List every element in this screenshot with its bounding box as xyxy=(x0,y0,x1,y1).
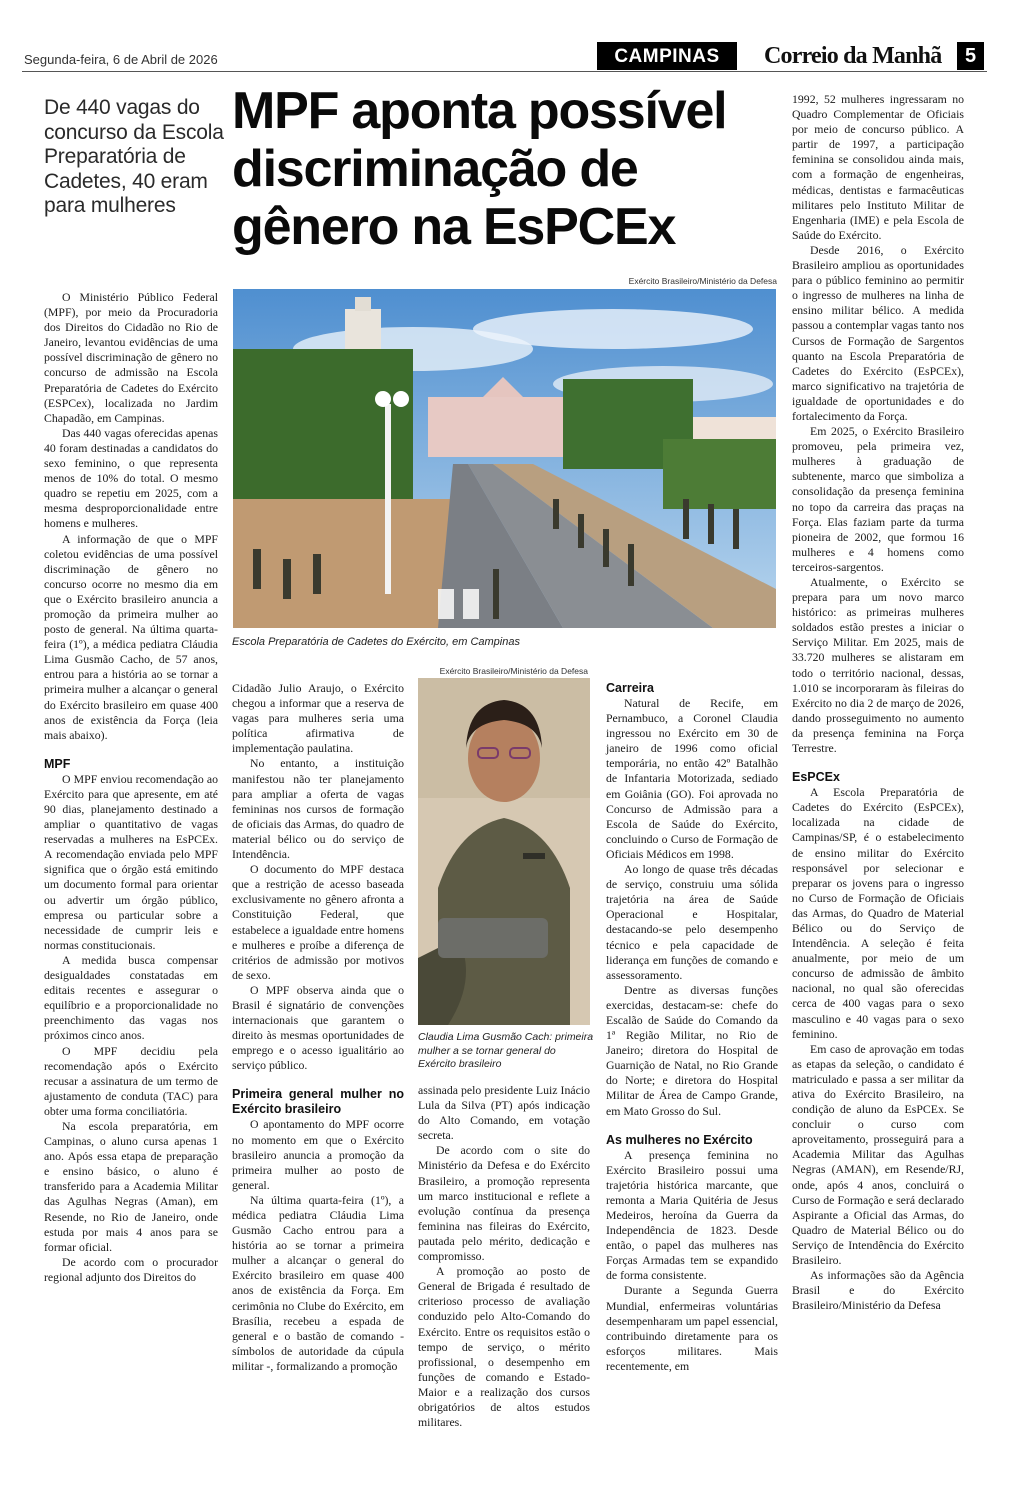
article-deck: De 440 vagas do concurso da Escola Preparatória de Cadetes, 40 eram para mulheres xyxy=(44,96,224,217)
paragraph: Ao longo de quase três décadas de serviço, construiu uma sólida trajetória na área de Saúde Operacional e Hospitalar, destacando-se pelo desempenho técnico e pela capacidade de liderança em funções de comando e assessoramento. xyxy=(606,862,778,982)
portrait-photo-caption: Claudia Lima Gusmão Cach: primeira mulher a se tornar general do Exército brasileiro xyxy=(418,1031,594,1070)
paragraph: No entanto, a instituição manifestou não ter planejamento para ampliar a oferta de vagas femininas nos cursos de formação de oficiais das Armas, do quadro de material bélico ou do serviço de Intendência. xyxy=(232,756,404,862)
issue-date: Segunda-feira, 6 de Abril de 2026 xyxy=(24,52,218,67)
portrait-photo xyxy=(418,678,590,1025)
paragraph: A Escola Preparatória de Cadetes do Exército (EsPCEx), localizada na cidade de Campinas/SP, é o estabelecimento de ensino militar do Exército responsável por selecionar e preparar os jovens para o ingresso no Curso de Formação de Oficiais das Armas, do Quadro de Material Bélico ou do Serviço de Intendência. A seleção é feita anualmente, por meio de um concurso de admissão de âmbito nacional, no qual são oferecidas cerca de 400 vagas para o sexo masculino e 40 vagas para o sexo feminino. xyxy=(792,785,964,1041)
paragraph: O Ministério Público Federal (MPF), por meio da Procuradoria dos Direitos do Cidadão no Rio de Janeiro, levantou evidências de uma possível discriminação de gênero no concurso de admissão na Escola Preparatória de Cadetes do Exército (ESPCex), localizada no Jardim Chapadão, em Campinas. xyxy=(44,290,218,425)
section-label: CAMPINAS xyxy=(597,42,737,70)
portrait-photo-credit: Exército Brasileiro/Ministério da Defesa xyxy=(439,666,588,676)
article-column-1 xyxy=(44,290,218,1285)
paragraph: Em caso de aprovação em todas as etapas da seleção, o candidato é matriculado e passa a ser militar da ativa do Exército Brasileiro, na condição de aluno da EsPCEx. Se concluir o curso com aproveitamento, prosseguirá para a Academia Militar das Agulhas Negras (AMAN), em Resende/RJ, onde, após 4 anos, concluirá o Curso de Formação e será declarado Aspirante a Oficial das Armas, do Quadro de Material Bélico ou do Serviço de Intendência do Exército Brasileiro. xyxy=(792,1041,964,1268)
page-number: 5 xyxy=(957,42,984,70)
article-headline: MPF aponta possível discriminação de gênero na EsPCEx xyxy=(232,82,727,256)
newspaper-masthead: Correio da Manhã xyxy=(764,43,942,69)
paragraph: A presença feminina no Exército Brasileiro possui uma trajetória histórica marcante, que remonta a Maria Quitéria de Jesus Medeiros, heroína da Guerra da Independência de 1823. Desde então, o papel das mulheres nas Forças Armadas tem se expandido de forma consistente. xyxy=(606,1147,778,1283)
paragraph: assinada pelo presidente Luiz Inácio Lula da Silva (PT) após indicação do Alto Comando, em votação secreta. xyxy=(418,1083,590,1143)
article-column-4 xyxy=(606,681,778,1374)
photo-credit: Exército Brasileiro/Ministério da Defesa xyxy=(628,276,777,286)
paragraph: A informação de que o MPF coletou evidências de uma possível discriminação de gênero no concurso ocorre no mesmo dia em que o Exército brasileiro anuncia a promoção da primeira mulher ao posto de general. Na última quarta-feira (1º), a médica pediatra Cláudia Lima Gusmão Cacho, de 57 anos, entrou para a história ao se tornar a primeira mulher a alcançar o general do Exército brasileiro em quase 400 anos de existência da Força (leia mais abaixo). xyxy=(44,531,218,742)
paragraph: Natural de Recife, em Pernambuco, a Coronel Claudia ingressou no Exército em 30 de janeiro de 1996 como oficial temporária, no então 42º Batalhão de Infantaria Motorizada, sediado em Goiânia (GO). Foi aprovada no Concurso de Admissão para a Escola de Saúde do Exército, concluindo o Curso de Formação de Oficiais Médicos em 1998. xyxy=(606,696,778,861)
paragraph: 1992, 52 mulheres ingressaram no Quadro Complementar de Oficiais por meio de concurso público. A partir de 1997, a participação feminina se consolidou ainda mais, com a formação de engenheiras, médicas, dentistas e farmacêuticas militares pelo Instituto Militar de Engenharia (IME) e pela Escola de Saúde do Exército. xyxy=(792,92,964,242)
paragraph: Durante a Segunda Guerra Mundial, enfermeiras voluntárias desempenharam um papel essencial, contribuindo diretamente para os esforços militares. Mais recentemente, em xyxy=(606,1283,778,1373)
paragraph: Cidadão Julio Araujo, o Exército chegou a informar que a reserva de vagas para mulheres seria uma política afirmativa de implementação paulatina. xyxy=(232,681,404,756)
paragraph: O MPF enviou recomendação ao Exército para que apresente, em até 90 dias, planejamento destinado a ampliar o quantitativo de vagas reservadas a mulheres na EsPCEx. A recomendação enviada pelo MPF significa que o órgão está emitindo um documento formal para orientar ou advertir um órgão público, empresa ou particular sobre a necessidade de cumprir leis e normas constitucionais. xyxy=(44,771,218,952)
paragraph: De acordo com o procurador regional adjunto dos Direitos do xyxy=(44,1254,218,1284)
paragraph: Em 2025, o Exército Brasileiro promoveu, pela primeira vez, mulheres à graduação de subtenente, marco que simboliza a consolidação da presença feminina no topo da carreira das praças na Força. Elas faziam parte da turma pioneira de 2002, que formou 16 mulheres e 4 homens como terceiros-sargentos. xyxy=(792,424,964,574)
article-column-3 xyxy=(418,1083,590,1430)
subheading: Primeira general mulher no Exército brasileiro xyxy=(232,1087,404,1117)
subheading: EsPCEx xyxy=(792,770,840,785)
paragraph: A medida busca compensar desigualdades constatadas em editais recentes e assegurar o equilíbrio e a proporcionalidade no preenchimento das vagas nos próximos cinco anos. xyxy=(44,952,218,1043)
paragraph: Atualmente, o Exército se prepara para um novo marco histórico: as primeiras mulheres soldados estão prestes a iniciar o Serviço Militar. Em 2025, mais de 33.720 mulheres se alistaram em todo o território nacional, dessas, 1.010 se incorporaram às fileiras do Exército no dia 2 de março de 2026, dando prosseguimento no aumento da presença feminina na Força Terrestre. xyxy=(792,575,964,756)
subheading: MPF xyxy=(44,756,71,771)
paragraph: Desde 2016, o Exército Brasileiro ampliou as oportunidades para o público feminino ao permitir o ingresso de mulheres na linha de ensino militar bélico. A medida passou a contemplar vagas tanto nos Cursos de Formação de Sargentos quanto na Escola Preparatória de Cadetes do Exército (EsPCEx), marco significativo na trajetória de igualdade de oportunidades e do fortalecimento da Força. xyxy=(792,242,964,423)
page-header xyxy=(22,40,987,72)
main-photo-caption: Escola Preparatória de Cadetes do Exército, em Campinas xyxy=(232,636,520,648)
paragraph: A promoção ao posto de General de Brigada é resultado de criterioso processo de avaliação conduzido pelo Alto-Comando do Exército. Entre os requisitos estão o tempo de serviço, o mérito profissional, o desempenho em funções de comando e Estado-Maior e a realização dos cursos obrigatórios de altos estudos militares. xyxy=(418,1264,590,1430)
article-column-5 xyxy=(792,92,964,1313)
paragraph: O MPF decidiu pela recomendação após o Exército recusar a assinatura de um termo de ajustamento de conduta (TAC) para obter uma forma conciliatória. xyxy=(44,1043,218,1118)
main-photo xyxy=(233,289,776,628)
subheading: Carreira xyxy=(606,681,654,695)
paragraph: As informações são da Agência Brasil e do Exército Brasileiro/Ministério da Defesa xyxy=(792,1268,964,1313)
paragraph: Na última quarta-feira (1º), a médica pediatra Cláudia Lima Gusmão Cacho entrou para a história ao se tornar a primeira mulher a alcançar o general do Exército brasileiro em quase 400 anos de existência da Força. Em cerimônia no Clube do Exército, em Brasília, recebeu a espada de general e o bastão de comando - símbolos de autoridade da cúpula militar -, formalizando a promoção xyxy=(232,1192,404,1373)
article-column-2 xyxy=(232,681,404,1374)
parade-scene-illustration xyxy=(233,289,776,628)
paragraph: O documento do MPF destaca que a restrição de acesso baseada exclusivamente no gênero afronta a Constituição Federal, que estabelece a igualdade entre homens e mulheres e proíbe a diferença de critérios de admissão por motivos de sexo. xyxy=(232,862,404,982)
paragraph: De acordo com o site do Ministério da Defesa e do Exército Brasileiro, a promoção representa um marco institucional e reflete a evolução contínua da presença feminina nas fileiras do Exército, pautada pelo mérito, dedicação e compromisso. xyxy=(418,1143,590,1264)
paragraph: O MPF observa ainda que o Brasil é signatário de convenções internacionais que garantem o direito às mesmas oportunidades de emprego e o acesso igualitário ao serviço público. xyxy=(232,982,404,1073)
paragraph: Das 440 vagas oferecidas apenas 40 foram destinadas a candidatos do sexo feminino, o que representa menos de 10% do total. O mesmo quadro se repetiu em 2025, com a mesma desproporcionalidade entre homens e mulheres. xyxy=(44,425,218,531)
paragraph: Dentre as diversas funções exercidas, destacam-se: chefe do Escalão de Saúde do Comando da 1ª Região Militar, no Rio de Janeiro; diretora do Hospital de Guarnição de Natal, no Rio Grande do Norte; e diretora do Hospital Militar de Área de Campo Grande, em Mato Grosso do Sul. xyxy=(606,982,778,1118)
general-portrait-illustration xyxy=(418,678,590,1025)
subheading: As mulheres no Exército xyxy=(606,1132,753,1147)
paragraph: O apontamento do MPF ocorre no momento em que o Exército brasileiro anuncia a promoção da primeira mulher ao posto de general. xyxy=(232,1117,404,1192)
paragraph: Na escola preparatória, em Campinas, o aluno cursa apenas 1 ano. Após essa etapa de preparação e ensino básico, o aluno é transferido para a Academia Militar das Agulhas Negras (Aman), em Resende, no Rio de Janeiro, onde estuda por mais 4 anos para se formar oficial. xyxy=(44,1118,218,1254)
